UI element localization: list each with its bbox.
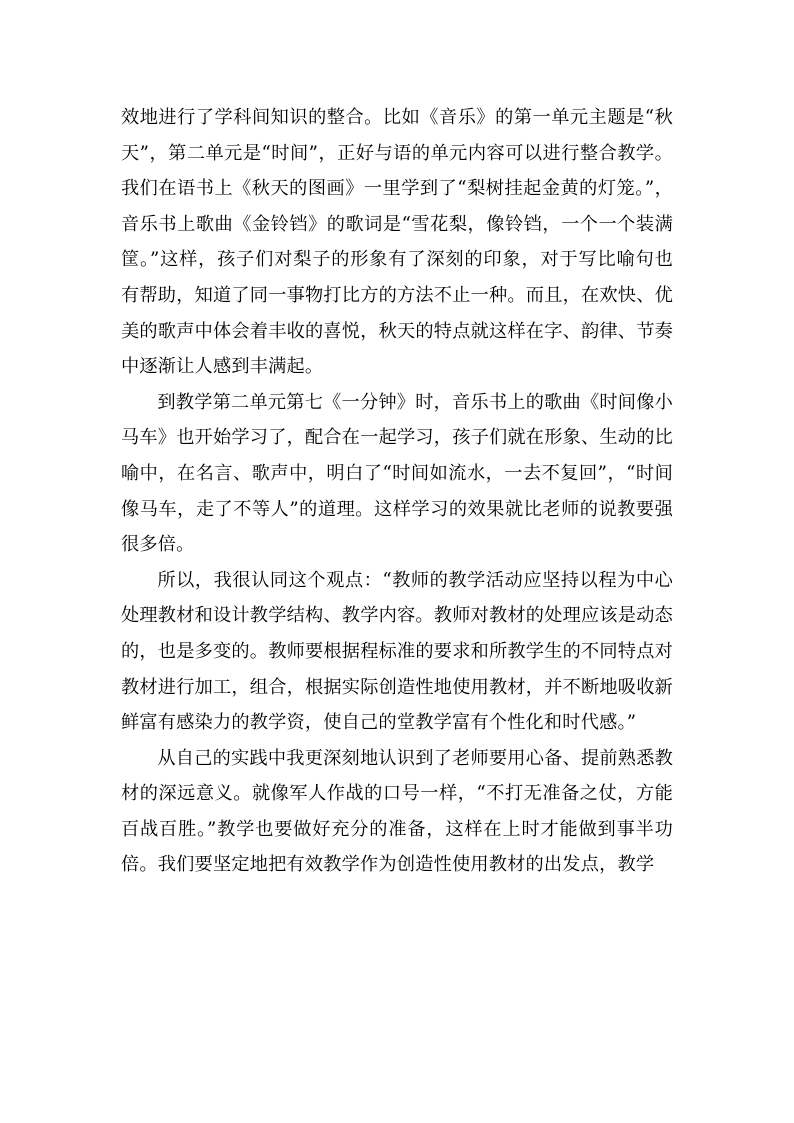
paragraph: 所以，我很认同这个观点：“教师的教学活动应坚持以程为中心处理教材和设计教学结构、教学内容。教师对教材的处理应该是动态的，也是多变的。教师要根据程标准的要求和所教学生的不同特点对教材进行加工，组合，根据实际创造性地使用教材，并不断地吸收新鲜富有感染力的教学资，使自己的堂教学富有个性化和时代感。” — [121, 569, 673, 734]
document-body — [121, 100, 673, 883]
paragraph: 到教学第二单元第七《一分钟》时，音乐书上的歌曲《时间像小马车》也开始学习了，配合在一起学习，孩子们就在形象、生动的比喻中，在名言、歌声中，明白了“时间如流水，一去不复回”，“时间像马车，走了不等人”的道理。这样学习的效果就比老师的说教要强很多倍。 — [121, 391, 673, 556]
paragraph-continued: 效地进行了学科间知识的整合。比如《音乐》的第一单元主题是“秋天”，第二单元是“时间”，正好与语的单元内容可以进行整合教学。我们在语书上《秋天的图画》一里学到了“梨树挂起金黄的灯笼。”，音乐书上歌曲《金铃铛》的歌词是“雪花梨，像铃铛，一个一个装满筐。”这样，孩子们对梨子的形象有了深刻的印象，对于写比喻句也有帮助，知道了同一事物打比方的方法不止一种。而且，在欢快、优美的歌声中体会着丰收的喜悦，秋天的特点就这样在字、韵律、节奏中逐渐让人感到丰满起。 — [121, 107, 673, 378]
paragraph: 从自己的实践中我更深刻地认识到了老师要用心备、提前熟悉教材的深远意义。就像军人作战的口号一样，“不打无准备之仗，方能百战百胜。”教学也要做好充分的准备，这样在上时才能做到事半功倍。我们要坚定地把有效教学作为创造性使用教材的出发点，教学 — [121, 747, 673, 876]
